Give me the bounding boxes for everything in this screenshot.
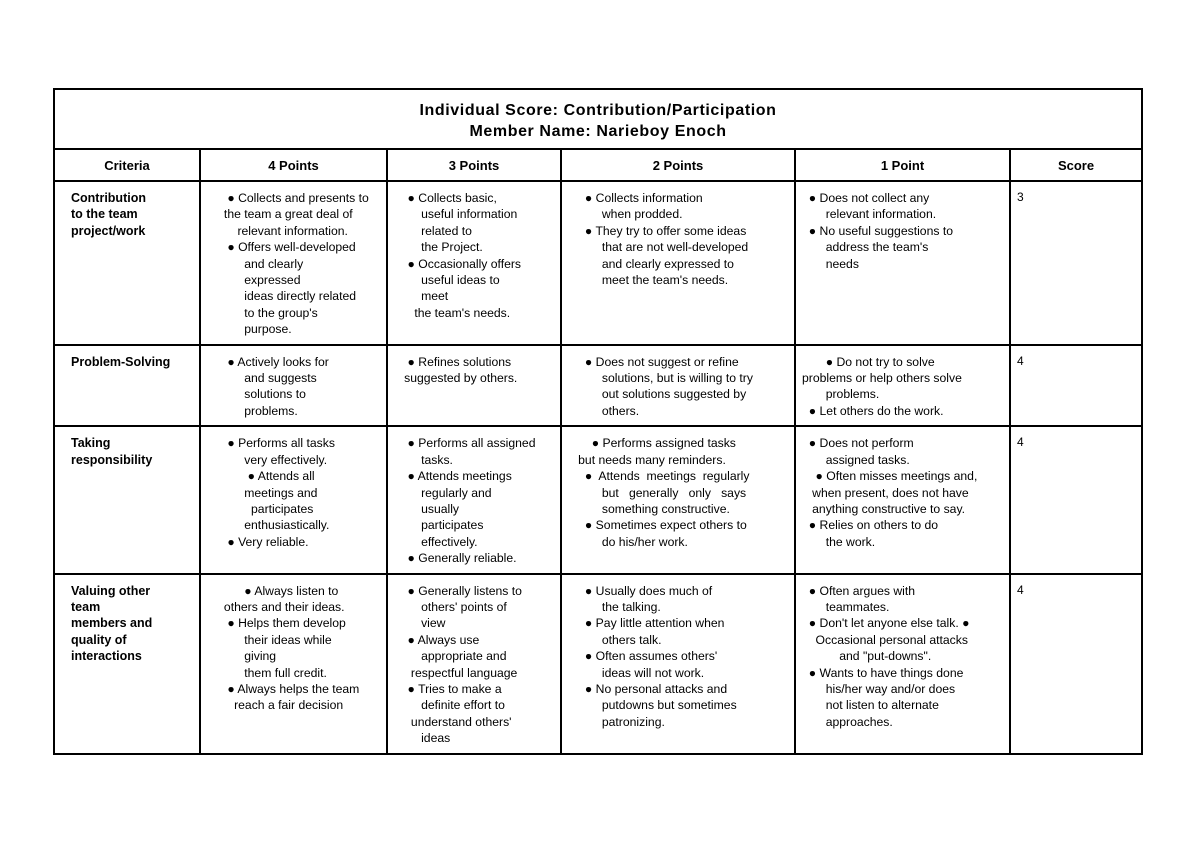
descriptor-line: ● Often assumes others' xyxy=(568,649,718,664)
criteria-cell xyxy=(54,181,200,345)
descriptor-line: ● Often argues with xyxy=(802,583,916,598)
descriptor-line: ● Performs all assigned xyxy=(394,436,536,451)
descriptor-line: ● Relies on others to do xyxy=(802,518,939,533)
descriptor-line: purpose. xyxy=(207,322,292,337)
criteria-line: team xyxy=(71,599,101,614)
descriptor-line: participates xyxy=(394,518,484,533)
criteria-line: project/work xyxy=(71,223,146,238)
descriptor-line: understand others' xyxy=(394,714,512,729)
criteria-cell xyxy=(54,426,200,573)
rubric-table xyxy=(53,88,1143,755)
descriptor-line: the team a great deal of xyxy=(207,207,353,222)
criteria-line: members and xyxy=(71,616,153,631)
descriptor-line: ● Refines solutions xyxy=(394,354,512,369)
descriptor-line: and "put-downs". xyxy=(802,649,932,664)
descriptor-line: teammates. xyxy=(802,599,890,614)
descriptor-line: ● Often misses meetings and, xyxy=(802,469,978,484)
descriptor-line: assigned tasks. xyxy=(802,452,910,467)
descriptor-line: address the team's xyxy=(802,240,929,255)
descriptor-line: ● Generally reliable. xyxy=(394,551,517,566)
table-row xyxy=(54,181,1142,345)
descriptor-line: others talk. xyxy=(568,632,662,647)
descriptor-line: problems. xyxy=(207,403,298,418)
descriptor-line: participates xyxy=(207,501,314,516)
table-row xyxy=(54,345,1142,427)
descriptor-line: when present, does not have xyxy=(802,485,969,500)
descriptor-line: ● Pay little attention when xyxy=(568,616,725,631)
criteria-line: quality of xyxy=(71,632,127,647)
criteria-cell xyxy=(54,574,200,754)
descriptor-line: ● Collects basic, xyxy=(394,191,497,205)
descriptor-line: but generally only says xyxy=(568,485,747,500)
descriptor-line: ● Attends meetings regularly xyxy=(568,469,750,484)
descriptor-line: ● Attends all xyxy=(207,469,315,484)
points-4-cell xyxy=(200,181,387,345)
descriptor-line: ideas xyxy=(394,731,451,746)
descriptor-line: ● Helps them develop xyxy=(207,616,346,631)
descriptor-line: effectively. xyxy=(394,534,478,549)
descriptor-line: do his/her work. xyxy=(568,534,688,549)
descriptor-line: and clearly xyxy=(207,256,304,271)
descriptor-line: ● Very reliable. xyxy=(207,534,309,549)
descriptor-line: ● Performs all tasks xyxy=(207,436,335,451)
points-3-cell xyxy=(387,574,561,754)
header-criteria: Criteria xyxy=(54,149,200,181)
descriptor-line: useful information xyxy=(394,207,518,222)
points-3-cell xyxy=(387,345,561,427)
descriptor-line: usually xyxy=(394,501,460,516)
descriptor-line: when prodded. xyxy=(568,207,683,222)
descriptor-line: not listen to alternate xyxy=(802,698,939,713)
member-name: Member Name: Narieboy Enoch xyxy=(469,123,727,140)
points-1-cell xyxy=(795,181,1010,345)
points-2-cell xyxy=(561,345,795,427)
criteria-line: Valuing other xyxy=(71,583,151,598)
points-1-cell xyxy=(795,345,1010,427)
criteria-line: interactions xyxy=(71,649,142,664)
descriptor-line: tasks. xyxy=(394,452,453,467)
descriptor-line: appropriate and xyxy=(394,649,507,664)
points-3-cell xyxy=(387,181,561,345)
descriptor-line: the talking. xyxy=(568,599,661,614)
descriptor-line: ● Performs assigned tasks xyxy=(568,436,736,451)
descriptor-line: something constructive. xyxy=(568,501,730,516)
descriptor-line: ● Collects information xyxy=(568,191,703,205)
points-4-cell xyxy=(200,345,387,427)
descriptor-line: ● Does not collect any xyxy=(802,191,930,205)
descriptor-line: but needs many reminders. xyxy=(568,452,726,467)
points-2-cell xyxy=(561,426,795,573)
header-3-points: 3 Points xyxy=(387,149,561,181)
descriptor-line: reach a fair decision xyxy=(207,698,344,713)
descriptor-line: to the group's xyxy=(207,305,318,320)
descriptor-line: ● Always helps the team xyxy=(207,681,360,696)
criteria-line: Taking xyxy=(71,436,111,451)
descriptor-line: solutions to xyxy=(207,387,306,402)
descriptor-line: out solutions suggested by xyxy=(568,387,747,402)
descriptor-line: problems or help others solve xyxy=(802,371,962,386)
header-4-points: 4 Points xyxy=(200,149,387,181)
descriptor-line: Occasional personal attacks xyxy=(802,632,968,647)
descriptor-line: the Project. xyxy=(394,240,483,255)
descriptor-line: ● Collects and presents to xyxy=(207,191,369,205)
descriptor-line: ● Always use xyxy=(394,632,480,647)
descriptor-line: ● Sometimes expect others to xyxy=(568,518,747,533)
points-2-cell xyxy=(561,574,795,754)
points-1-cell xyxy=(795,574,1010,754)
descriptor-line: patronizing. xyxy=(568,714,665,729)
descriptor-line: useful ideas to xyxy=(394,273,500,288)
descriptor-line: anything constructive to say. xyxy=(802,501,966,516)
score-cell: 3 xyxy=(1010,181,1142,345)
descriptor-line: ● Wants to have things done xyxy=(802,665,964,680)
descriptor-line: ● Tries to make a xyxy=(394,681,502,696)
descriptor-line: ● Offers well-developed xyxy=(207,240,356,255)
descriptor-line: very effectively. xyxy=(207,452,328,467)
points-2-cell xyxy=(561,181,795,345)
score-cell: 4 xyxy=(1010,345,1142,427)
descriptor-line: ● Does not suggest or refine xyxy=(568,354,739,369)
criteria-line: Contribution xyxy=(71,191,146,205)
descriptor-line: ideas will not work. xyxy=(568,665,705,680)
descriptor-line: others and their ideas. xyxy=(207,599,345,614)
title-block xyxy=(54,89,1142,149)
descriptor-line: giving xyxy=(207,649,277,664)
score-cell: 4 xyxy=(1010,574,1142,754)
descriptor-line: definite effort to xyxy=(394,698,505,713)
descriptor-line: related to xyxy=(394,223,472,238)
descriptor-line: regularly and xyxy=(394,485,492,500)
descriptor-line: his/her way and/or does xyxy=(802,681,956,696)
document-title: Individual Score: Contribution/Participation xyxy=(419,102,777,119)
descriptor-line: ● Don't let anyone else talk. ● xyxy=(802,616,970,631)
criteria-line: responsibility xyxy=(71,452,153,467)
descriptor-line: others. xyxy=(568,403,640,418)
table-row xyxy=(54,574,1142,754)
descriptor-line: ● Does not perform xyxy=(802,436,914,451)
points-4-cell xyxy=(200,574,387,754)
descriptor-line: meetings and xyxy=(207,485,318,500)
descriptor-line: ● Always listen to xyxy=(207,583,339,598)
descriptor-line: ● No personal attacks and xyxy=(568,681,728,696)
table-row xyxy=(54,426,1142,573)
descriptor-line: the work. xyxy=(802,534,876,549)
descriptor-line: suggested by others. xyxy=(394,371,518,386)
points-3-cell xyxy=(387,426,561,573)
descriptor-line: approaches. xyxy=(802,714,893,729)
descriptor-line: meet the team's needs. xyxy=(568,273,729,288)
descriptor-line: ● Generally listens to xyxy=(394,583,522,598)
header-score: Score xyxy=(1010,149,1142,181)
descriptor-line: problems. xyxy=(802,387,880,402)
descriptor-line: others' points of xyxy=(394,599,507,614)
descriptor-line: expressed xyxy=(207,273,301,288)
descriptor-line: the team's needs. xyxy=(394,305,511,320)
header-2-points: 2 Points xyxy=(561,149,795,181)
descriptor-line: enthusiastically. xyxy=(207,518,330,533)
descriptor-line: ● Occasionally offers xyxy=(394,256,522,271)
descriptor-line: relevant information. xyxy=(207,223,348,238)
descriptor-line: ● Do not try to solve xyxy=(802,354,935,369)
descriptor-line: ● They try to offer some ideas xyxy=(568,223,747,238)
criteria-line: Problem-Solving xyxy=(71,354,171,369)
criteria-line: to the team xyxy=(71,207,138,222)
descriptor-line: meet xyxy=(394,289,449,304)
points-4-cell xyxy=(200,426,387,573)
points-1-cell xyxy=(795,426,1010,573)
descriptor-line: needs xyxy=(802,256,859,271)
descriptor-line: solutions, but is willing to try xyxy=(568,371,753,386)
descriptor-line: and clearly expressed to xyxy=(568,256,734,271)
descriptor-line: putdowns but sometimes xyxy=(568,698,737,713)
descriptor-line: their ideas while xyxy=(207,632,332,647)
descriptor-line: respectful language xyxy=(394,665,518,680)
descriptor-line: ● No useful suggestions to xyxy=(802,223,953,238)
descriptor-line: view xyxy=(394,616,446,631)
descriptor-line: ● Let others do the work. xyxy=(802,403,944,418)
criteria-cell xyxy=(54,345,200,427)
descriptor-line: ● Attends meetings xyxy=(394,469,512,484)
score-cell: 4 xyxy=(1010,426,1142,573)
descriptor-line: relevant information. xyxy=(802,207,937,222)
descriptor-line: ● Actively looks for xyxy=(207,354,329,369)
descriptor-line: that are not well-developed xyxy=(568,240,749,255)
descriptor-line: them full credit. xyxy=(207,665,327,680)
descriptor-line: and suggests xyxy=(207,371,317,386)
header-1-point: 1 Point xyxy=(795,149,1010,181)
descriptor-line: ideas directly related xyxy=(207,289,357,304)
descriptor-line: ● Usually does much of xyxy=(568,583,713,598)
